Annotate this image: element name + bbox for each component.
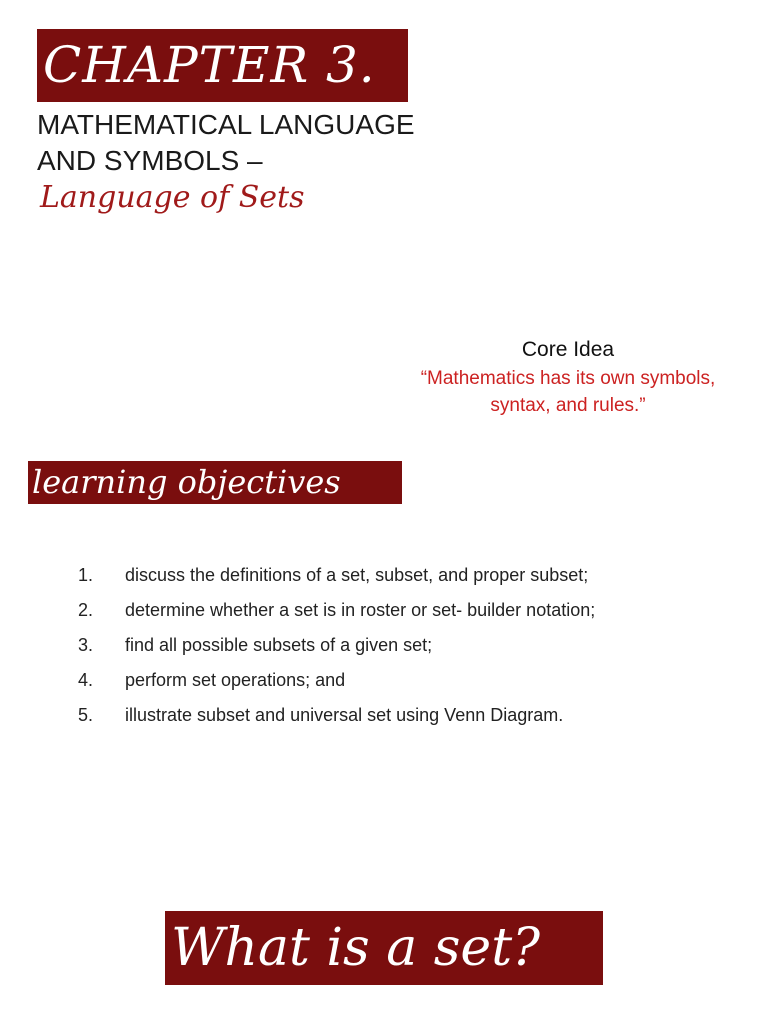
objective-text: illustrate subset and universal set using Venn Diagram.: [125, 705, 564, 725]
core-idea-title: Core Idea: [521, 338, 615, 361]
objective-text: find all possible subsets of a given set;: [125, 635, 433, 655]
objective-number: 1.: [78, 565, 94, 585]
learning-objectives-banner: learning objectives: [28, 461, 402, 504]
objective-text: discuss the definitions of a set, subset, and proper subset;: [125, 565, 589, 585]
subtitle-accent: Language of Sets: [40, 180, 305, 215]
objective-number: 4.: [78, 670, 94, 690]
subtitle-line-1: MATHEMATICAL LANGUAGE: [37, 109, 415, 140]
objective-number: 2.: [78, 600, 94, 620]
objective-item: [78, 558, 738, 593]
subtitle-line-2: AND SYMBOLS –: [37, 145, 263, 176]
core-idea-quote: “Mathematics has its own symbols, syntax, and rules.”: [420, 368, 716, 416]
chapter-subtitle: [37, 107, 415, 179]
chapter-title-banner: CHAPTER 3.: [37, 29, 408, 102]
objective-item: [78, 663, 738, 698]
objective-item: [78, 628, 738, 663]
objective-item: [78, 593, 738, 628]
core-idea-box: [388, 335, 748, 419]
objective-item: [78, 698, 738, 733]
objective-text: determine whether a set is in roster or set- builder notation;: [125, 600, 596, 620]
objective-text: perform set operations; and: [125, 670, 346, 690]
objective-number: 5.: [78, 705, 94, 725]
objective-number: 3.: [78, 635, 94, 655]
objectives-list: [78, 558, 738, 733]
what-is-a-set-banner: What is a set?: [165, 911, 603, 985]
